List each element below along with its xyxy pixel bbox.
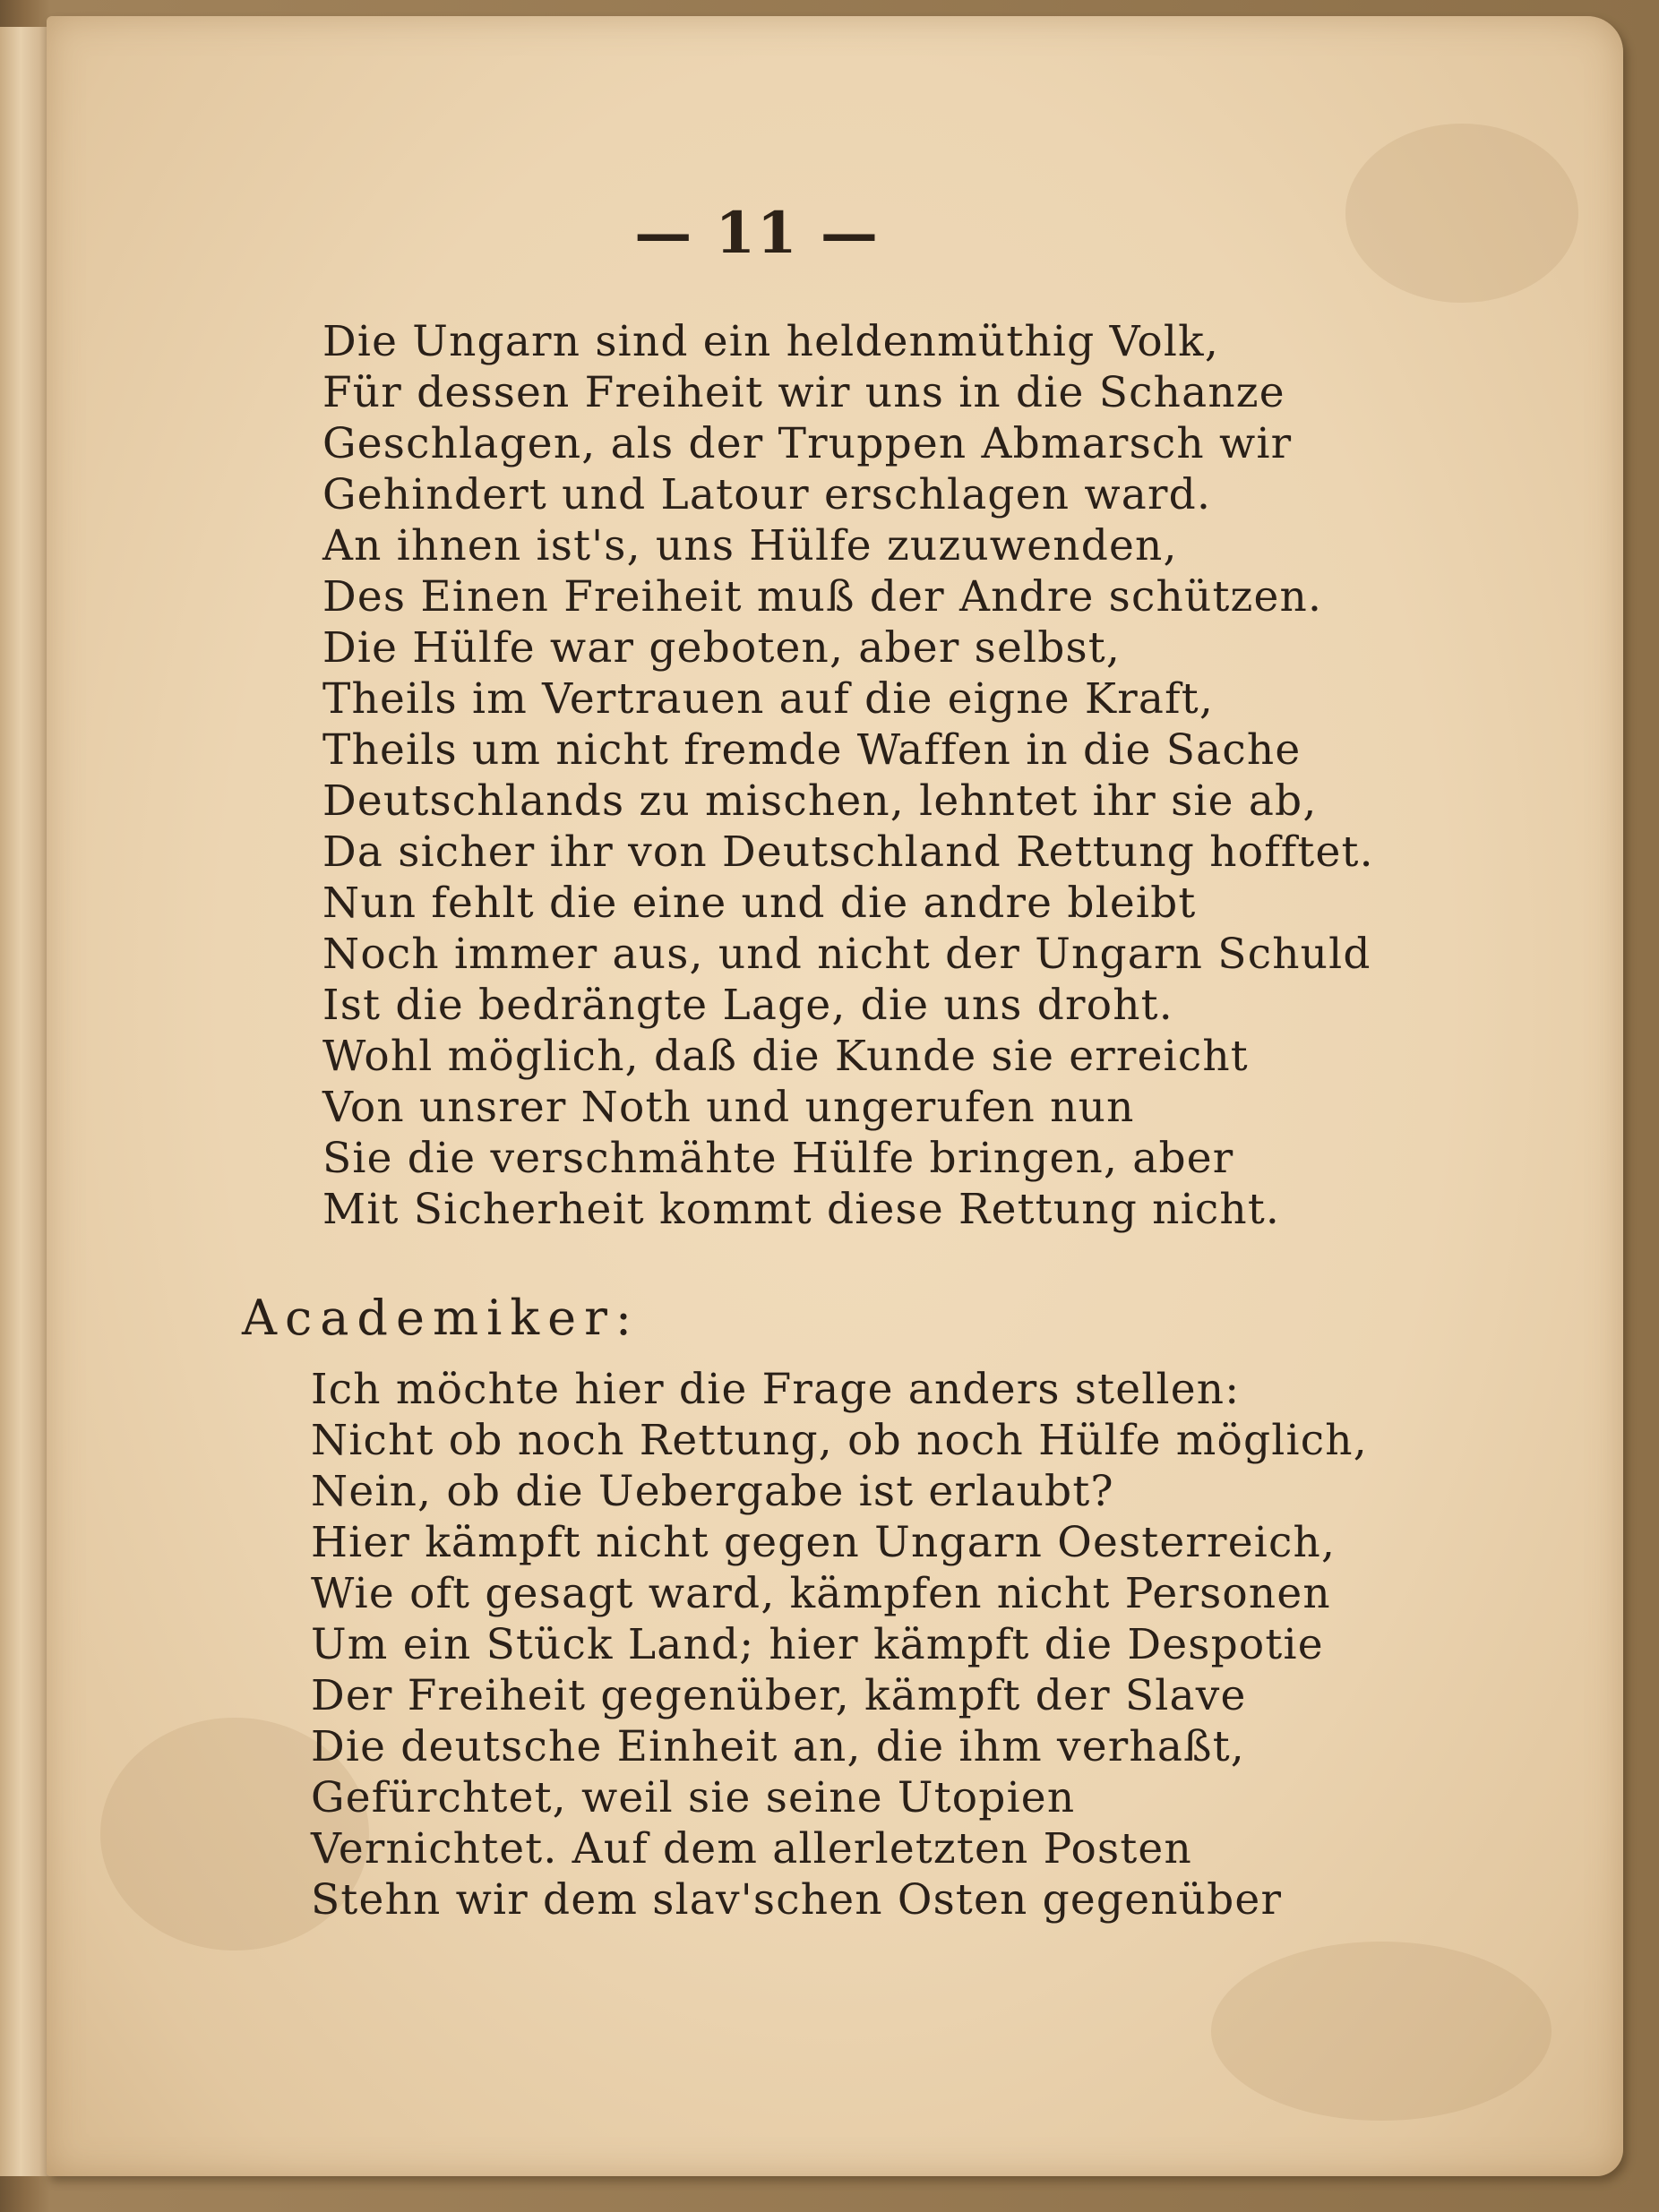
verse-line: Nun fehlt die eine und die andre bleibt xyxy=(322,879,1197,928)
verse-line: Theils um nicht fremde Waffen in die Sache xyxy=(322,725,1302,775)
verse-line: Nein, ob die Uebergabe ist erlaubt? xyxy=(311,1467,1114,1516)
verse-line: Ich möchte hier die Frage anders stellen: xyxy=(311,1365,1241,1414)
verse-line: Theils im Vertrauen auf die eigne Kraft, xyxy=(322,674,1214,724)
verse-line: Des Einen Freiheit muß der Andre schützen. xyxy=(322,572,1323,622)
verse-line: Gefürchtet, weil sie seine Utopien xyxy=(311,1773,1076,1822)
verse-line: Vernichtet. Auf dem allerletzten Posten xyxy=(311,1824,1192,1873)
left-page-edge xyxy=(0,27,54,2176)
verse-line: Um ein Stück Land; hier kämpft die Despotie xyxy=(311,1620,1324,1669)
speaker-label: Academiker: xyxy=(242,1290,640,1346)
verse-line: Nicht ob noch Rettung, ob noch Hülfe möglich, xyxy=(311,1416,1368,1465)
verse-line: Die Hülfe war geboten, aber selbst, xyxy=(322,623,1122,673)
verse-line: Gehindert und Latour erschlagen ward. xyxy=(322,470,1212,519)
verse-line: Sie die verschmähte Hülfe bringen, aber xyxy=(322,1134,1234,1183)
paper-stain xyxy=(1211,1942,1552,2121)
verse-line: Die Ungarn sind ein heldenmüthig Volk, xyxy=(322,317,1219,366)
verse-line: Für dessen Freiheit wir uns in die Schanze xyxy=(322,368,1285,417)
verse-line: An ihnen ist's, uns Hülfe zuzuwenden, xyxy=(322,521,1178,570)
verse-line: Noch immer aus, und nicht der Ungarn Schuld xyxy=(322,930,1371,979)
verse-line: Ist die bedrängte Lage, die uns droht. xyxy=(322,981,1173,1030)
verse-line: Geschlagen, als der Truppen Abmarsch wir xyxy=(322,419,1293,468)
verse-line: Wohl möglich, daß die Kunde sie erreicht xyxy=(322,1032,1249,1081)
verse-line: Deutschlands zu mischen, lehntet ihr sie ab, xyxy=(322,776,1318,826)
verse-line: Stehn wir dem slav'schen Osten gegenüber xyxy=(311,1875,1283,1925)
verse-block-1 xyxy=(322,316,1374,1235)
page-number: — 11 — xyxy=(634,200,880,267)
verse-line: Mit Sicherheit kommt diese Rettung nicht. xyxy=(322,1185,1281,1234)
verse-line: Die deutsche Einheit an, die ihm verhaßt, xyxy=(311,1722,1245,1771)
verse-line: Von unsrer Noth und ungerufen nun xyxy=(322,1083,1135,1132)
verse-line: Wie oft gesagt ward, kämpfen nicht Personen xyxy=(311,1569,1331,1618)
verse-block-2 xyxy=(311,1364,1368,1925)
book-page xyxy=(47,16,1623,2176)
verse-line: Da sicher ihr von Deutschland Rettung hofftet. xyxy=(322,827,1374,877)
verse-line: Hier kämpft nicht gegen Ungarn Oesterreich, xyxy=(311,1518,1337,1567)
verse-line: Der Freiheit gegenüber, kämpft der Slave xyxy=(311,1671,1247,1720)
